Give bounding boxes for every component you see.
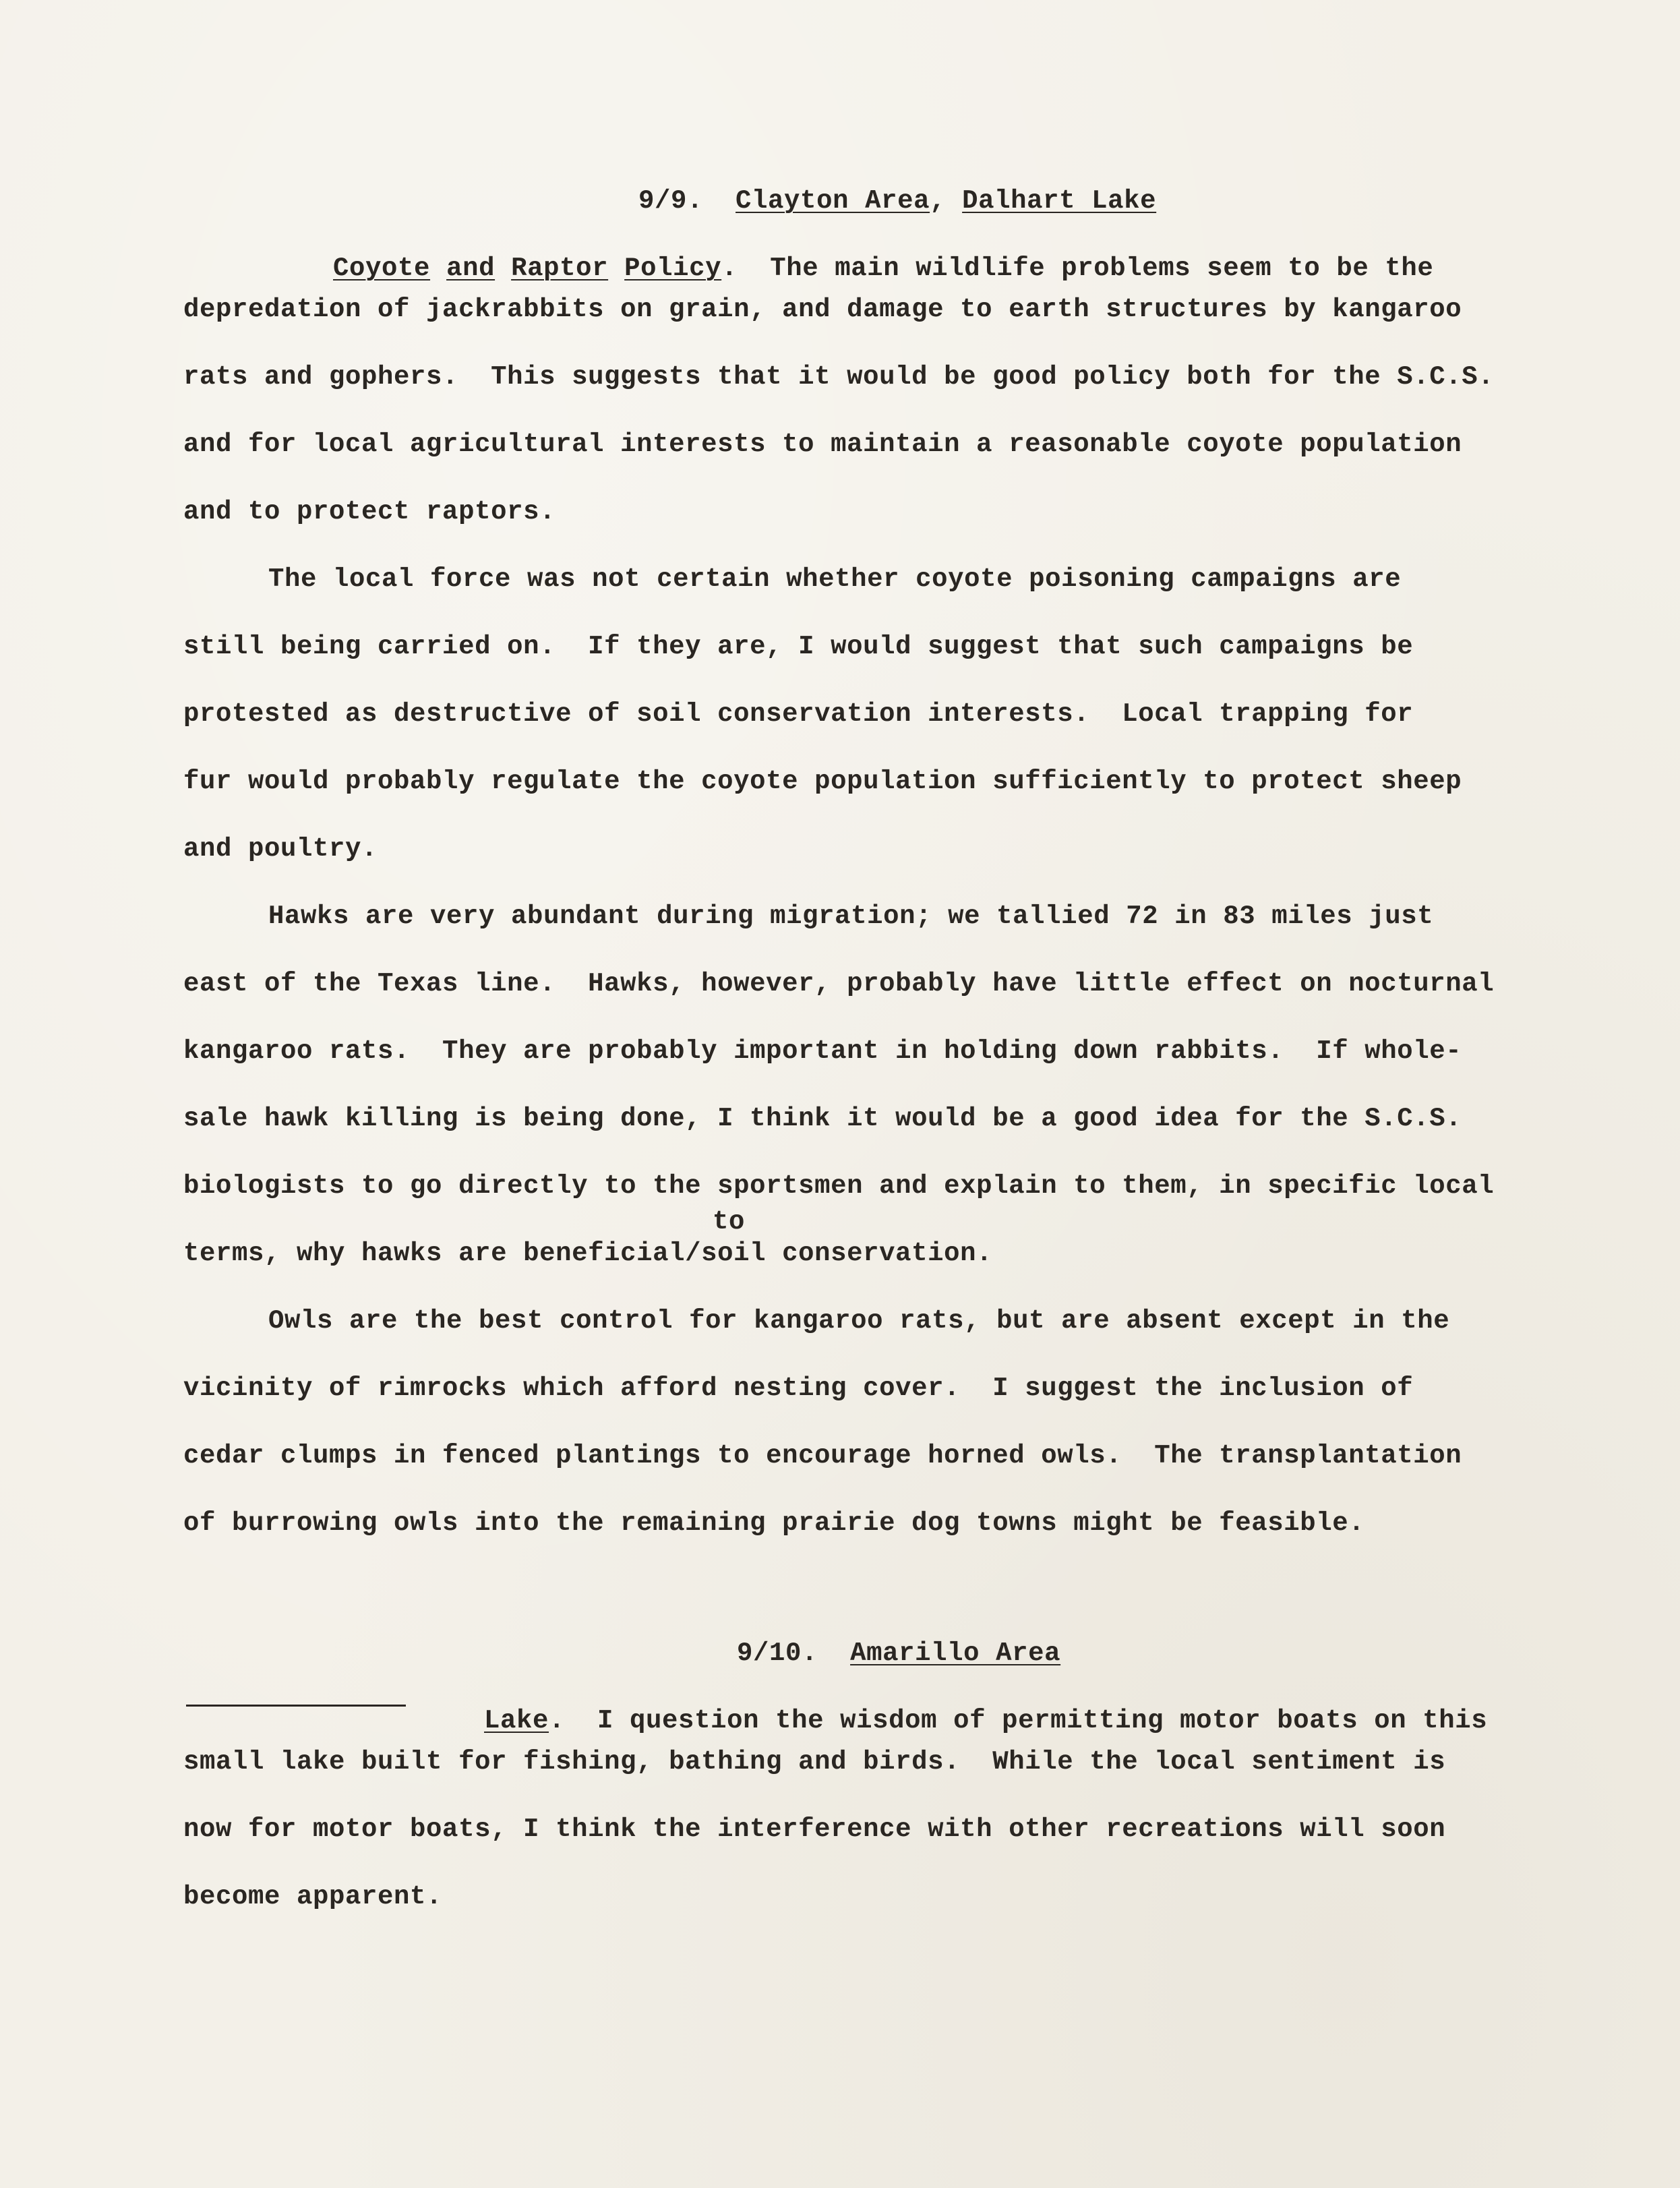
section-number: 9/9. [638,186,704,216]
section-title-part1: Clayton Area [736,186,930,216]
paragraph-line: Hawks are very abundant during migration; we tallied 72 in 83 miles just [268,901,1434,931]
subheading-period: . [721,254,738,283]
paragraph-line: depredation of jackrabbits on grain, and damage to earth structures by kangaroo [183,295,1462,324]
paragraph-line: protested as destructive of soil conservation interests. Local trapping for [183,699,1414,729]
paragraph-line: become apparent. [183,1882,443,1912]
paragraph-line: now for motor boats, I think the interference with other recreations will soon [183,1814,1446,1844]
subheading-word: and [446,254,496,283]
paragraph-line: sale hawk killing is being done, I think it would be a good idea for the S.C.S. [183,1104,1462,1133]
paragraph-line: small lake built for fishing, bathing and birds. While the local sentiment is [183,1747,1446,1777]
lake-label: Lake [484,1706,549,1736]
paragraph-line: cedar clumps in fenced plantings to encourage horned owls. The transplantation [183,1441,1462,1471]
paragraph-line: biologists to go directly to the sportsmen and explain to them, in specific local [183,1171,1495,1201]
blank-fill-line [186,1705,406,1707]
interlinear-insertion: to [713,1207,746,1237]
subheading-word: Coyote [333,254,431,283]
paragraph-line: fur would probably regulate the coyote population sufficiently to protect sheep [183,767,1462,796]
paragraph-line: and for local agricultural interests to maintain a reasonable coyote population [183,430,1462,459]
paragraph-text: . I question the wisdom of permitting motor boats on this [549,1706,1488,1736]
paragraph-line: Owls are the best control for kangaroo rats, but are absent except in the [268,1306,1450,1336]
section-number: 9/10. [737,1638,818,1668]
paragraph-line: east of the Texas line. Hawks, however, probably have little effect on nocturnal [183,969,1495,999]
section-title-part2: Dalhart Lake [962,186,1157,216]
paragraph-line: still being carried on. If they are, I would suggest that such campaigns be [183,632,1414,661]
paragraph-line: of burrowing owls into the remaining prairie dog towns might be feasible. [183,1508,1365,1538]
subheading-word: Policy [624,254,722,283]
paragraph-line: and poultry. [183,834,378,864]
paragraph-line: and to protect raptors. [183,497,556,527]
subheading-word: Raptor [511,254,609,283]
section-title-sep: , [930,186,947,216]
paragraph-line: terms, why hawks are beneficial/soil conservation. [183,1239,993,1268]
paragraph-line: vicinity of rimrocks which afford nesting cover. I suggest the inclusion of [183,1373,1414,1403]
paragraph-line: The local force was not certain whether coyote poisoning campaigns are [268,564,1402,594]
paragraph-line: kangaroo rats. They are probably important in holding down rabbits. If whole- [183,1036,1462,1066]
section-title: Amarillo Area [850,1638,1061,1668]
paragraph-text: The main wildlife problems seem to be the [738,254,1434,283]
paragraph-line: rats and gophers. This suggests that it would be good policy both for the S.C.S. [183,362,1495,392]
